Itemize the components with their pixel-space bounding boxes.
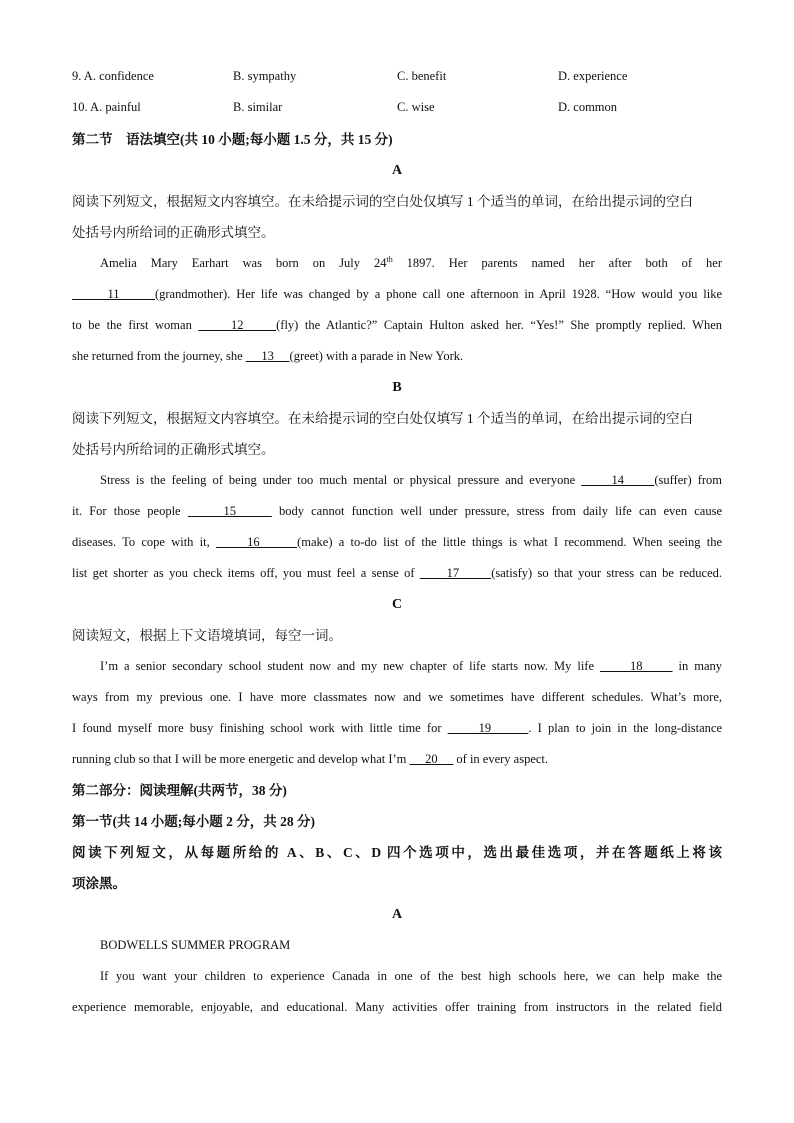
passage-title: BODWELLS SUMMER PROGRAM [100,938,291,952]
part-title: 第二部分：阅读理解(共两节，38 分) [72,783,287,798]
instruction-line: 处括号内所给词的正确形式填空。 [72,225,275,240]
option-c: C. benefit [397,69,447,83]
blank-15[interactable]: 15 [187,504,272,518]
part-heading-b: B [392,380,402,395]
blank-16[interactable]: 16 [215,535,298,549]
option-c: C. wise [397,100,435,114]
option-a: 9. A. confidence [72,69,154,83]
instruction-line: 阅读短文，根据上下文语境填词，每空一词。 [72,628,342,643]
reading-heading-a: A [391,907,403,922]
option-d: D. common [558,100,618,114]
blank-11[interactable]: 11 [72,287,155,301]
passage-line: If you want your children to experience Canada in one of the best high schools here, we can help make the [100,969,722,983]
option-b: B. similar [233,100,283,114]
passage-line: Stress is the feeling of being under too much mental or physical pressure and everyone 14 (suffer) from [100,473,722,487]
passage-line: ways from my previous one. I have more classmates now and we sometimes have different schedules. What’s more, [72,690,722,704]
passage-line: 11 (grandmother). Her life was changed by a phone call one afternoon in April 1928. “How would you like [72,287,722,301]
passage-line: Amelia Mary Earhart was born on July 24th 1897. Her parents named her after both of her [100,254,722,270]
options-row-9 [72,62,722,93]
options-row-10 [72,93,722,124]
part-heading-c: C [391,597,403,612]
blank-14[interactable]: 14 [581,473,655,487]
section-title: 第二节 语法填空(共 10 小题;每小题 1.5 分，共 15 分) [72,132,393,147]
blank-13[interactable]: 13 [245,349,290,363]
passage-line: to be the first woman 12 (fly) the Atlantic?” Captain Hulton asked her. “Yes!” She promptly replied. When [72,318,722,332]
passage-line: experience memorable, enjoyable, and educational. Many activities offer training from instructors in the related field [72,1000,722,1014]
passage-line: I’m a senior secondary school student now and my new chapter of life starts now. My life 18 in many [100,659,723,673]
instruction-line: 处括号内所给词的正确形式填空。 [72,442,275,457]
blank-20[interactable]: 20 [409,752,454,766]
passage-line: diseases. To cope with it, 16 (make) a to-do list of the little things is what I recommend. When seeing the [72,535,723,549]
instruction-line: 阅读下列短文，根据短文内容填空。在未给提示词的空白处仅填写 1 个适当的单词，在给出提示词的空白 [72,194,693,209]
passage-line: running club so that I will be more energetic and develop what I’m 20 of in every aspect. [72,752,549,766]
option-d: D. experience [558,69,628,83]
blank-12[interactable]: 12 [198,318,277,332]
passage-line: she returned from the journey, she 13 (greet) with a parade in New York. [72,349,464,363]
blank-19[interactable]: 19 [447,721,529,735]
blank-18[interactable]: 18 [600,659,673,673]
passage-line: list get shorter as you check items off, you must feel a sense of 17 (satisfy) so that your stress can be reduced. [72,566,723,580]
part-heading-a: A [391,163,403,178]
option-b: B. sympathy [233,69,297,83]
option-a: 10. A. painful [72,100,141,114]
instruction-line: 阅读下列短文，从每题所给的 A、B、C、D 四个选项中，选出最佳选项，并在答题纸上将该 [72,845,722,860]
passage-line: it. For those people 15 body cannot function well under pressure, stress from daily life can even cause [72,504,723,518]
passage-line: I found myself more busy finishing school work with little time for 19 . I plan to join in the long-distance [72,721,723,735]
exam-page [72,62,722,1023]
instruction-line: 项涂黑。 [72,876,126,891]
blank-17[interactable]: 17 [419,566,492,580]
section-title: 第一节(共 14 小题;每小题 2 分，共 28 分) [72,814,315,829]
instruction-line: 阅读下列短文，根据短文内容填空。在未给提示词的空白处仅填写 1 个适当的单词，在给出提示词的空白 [72,411,693,426]
